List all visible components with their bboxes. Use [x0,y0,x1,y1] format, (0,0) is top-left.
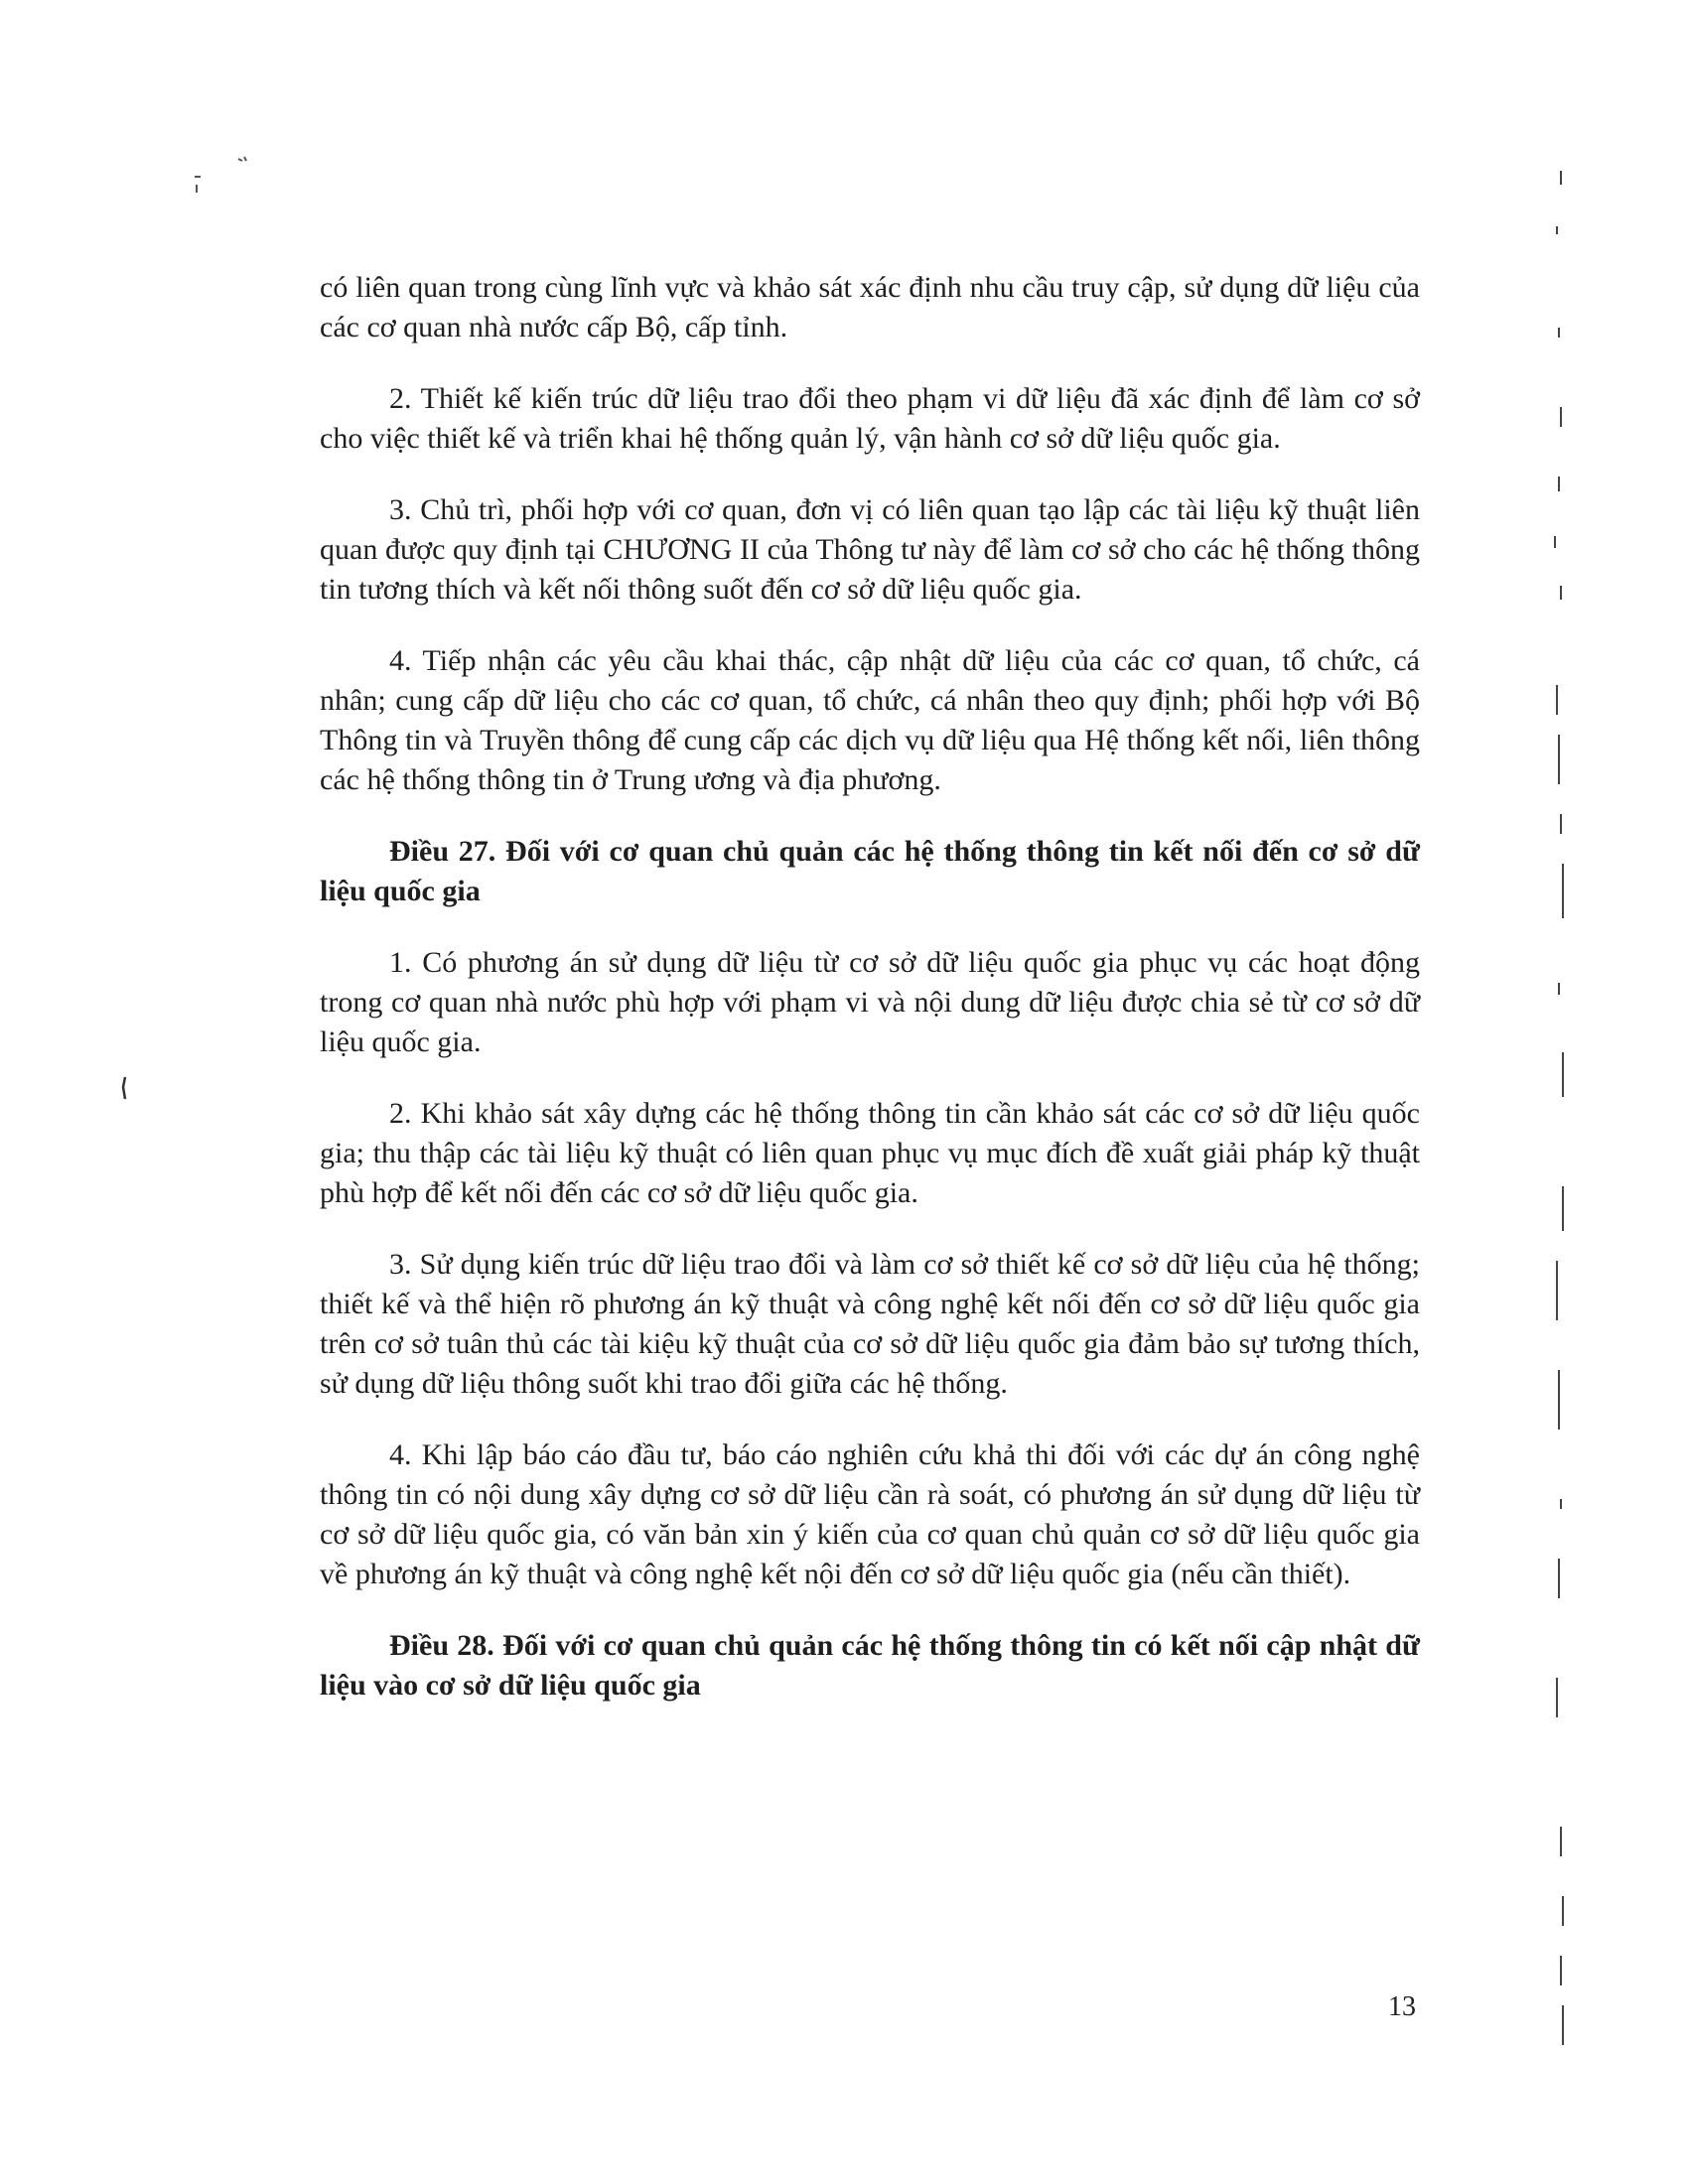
clause-26-item-4: 4. Tiếp nhận các yêu cầu khai thác, cập nhật dữ liệu của các cơ quan, tổ chức, cá nhân; cung cấp dữ liệu cho các cơ quan, tổ chức, cá nhân theo quy định; phối hợp với Bộ Thông tin và Truyền thông để cung cấp các dịch vụ dữ liệu qua Hệ thống kết nối, liên thông các hệ thống thông tin ở Trung ương và địa phương. [320,644,1420,796]
clause-27-item-4: 4. Khi lập báo cáo đầu tư, báo cáo nghiên cứu khả thi đối với các dự án công nghệ thông tin có nội dung xây dựng cơ sở dữ liệu cần rà soát, có phương án sử dụng dữ liệu từ cơ sở dữ liệu quốc gia, có văn bản xin ý kiến của cơ quan chủ quản cơ sở dữ liệu quốc gia về phương án kỹ thuật và công nghệ kết nội đến cơ sở dữ liệu quốc gia (nếu cần thiết). [320,1438,1420,1590]
clause-27-item-3: 3. Sử dụng kiến trúc dữ liệu trao đổi và làm cơ sở thiết kế cơ sở dữ liệu của hệ thống; thiết kế và thể hiện rõ phương án kỹ thuật và công nghệ kết nối đến cơ sở dữ liệu quốc gia trên cơ sở tuân thủ các tài kiệu kỹ thuật của cơ sở dữ liệu quốc gia đảm bảo sự tương thích, sử dụng dữ liệu thông suốt khi trao đổi giữa các hệ thống. [320,1248,1420,1400]
clause-26-item-3: 3. Chủ trì, phối hợp với cơ quan, đơn vị có liên quan tạo lập các tài liệu kỹ thuật liên quan được quy định tại CHƯƠNG II của Thông tư này để làm cơ sở cho các hệ thống thông tin tương thích và kết nối thông suốt đến cơ sở dữ liệu quốc gia. [320,493,1420,606]
document-body [320,268,1420,1737]
page-number: 13 [1388,1991,1416,2022]
scan-edge-right [1555,171,1563,2045]
clause-26-item-2: 2. Thiết kế kiến trúc dữ liệu trao đổi theo phạm vi dữ liệu đã xác định để làm cơ sở cho việc thiết kế và triển khai hệ thống quản lý, vận hành cơ sở dữ liệu quốc gia. [320,382,1420,455]
clause-27-item-2: 2. Khi khảo sát xây dựng các hệ thống thông tin cần khảo sát các cơ sở dữ liệu quốc gia; thu thập các tài liệu kỹ thuật có liên quan phục vụ mục đích đề xuất giải pháp kỹ thuật phù hợp để kết nối đến các cơ sở dữ liệu quốc gia. [320,1097,1420,1209]
paragraph-continuation: có liên quan trong cùng lĩnh vực và khảo sát xác định nhu cầu truy cập, sử dụng dữ liệu của các cơ quan nhà nước cấp Bộ, cấp tỉnh. [320,271,1420,343]
article-27-heading: Điều 27. Đối với cơ quan chủ quản các hệ thống thông tin kết nối đến cơ sở dữ liệu quốc gia [320,835,1420,907]
clause-27-item-1: 1. Có phương án sử dụng dữ liệu từ cơ sở dữ liệu quốc gia phục vụ các hoạt động trong cơ quan nhà nước phù hợp với phạm vi và nội dung dữ liệu được chia sẻ từ cơ sở dữ liệu quốc gia. [320,946,1420,1058]
article-28-heading: Điều 28. Đối với cơ quan chủ quản các hệ thống thông tin có kết nối cập nhật dữ liệu vào cơ sở dữ liệu quốc gia [320,1629,1420,1702]
scan-mark-left [123,1077,125,1099]
scan-noise-top-left [195,157,246,193]
